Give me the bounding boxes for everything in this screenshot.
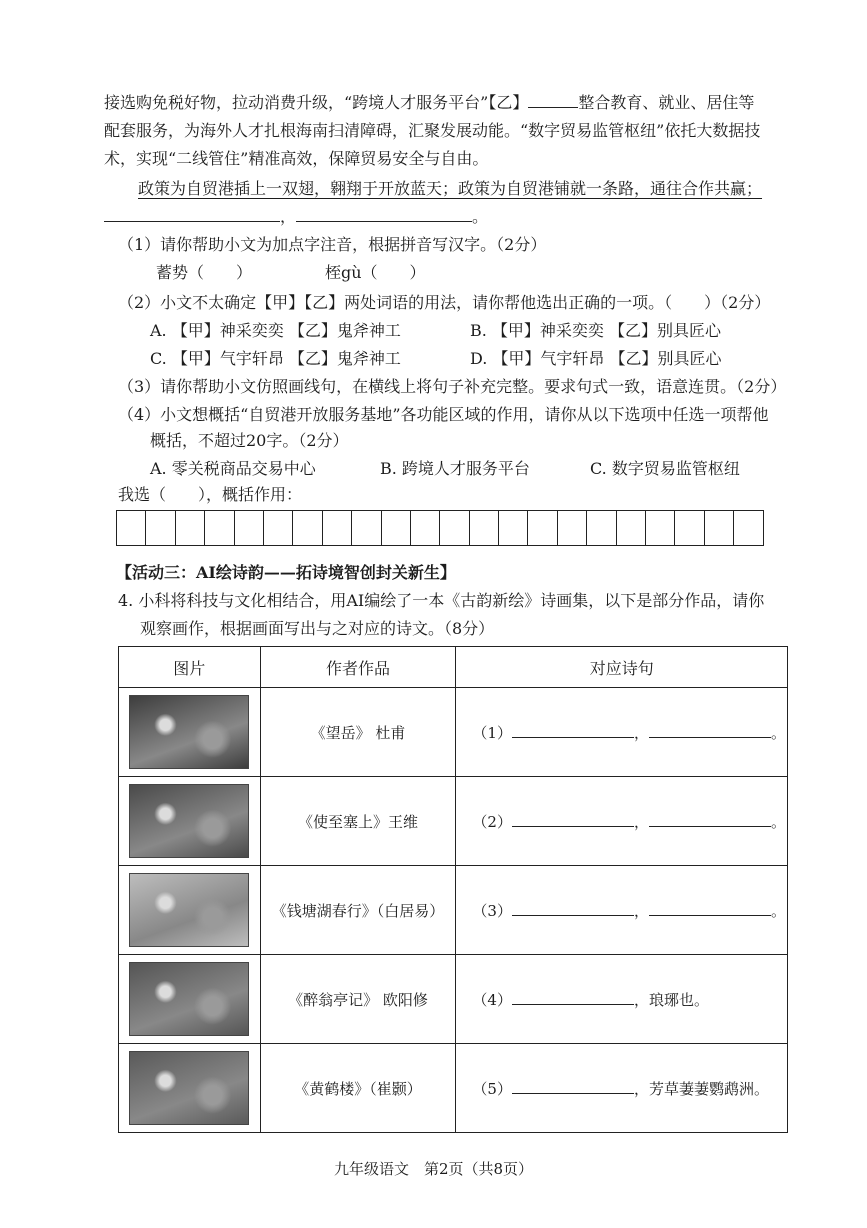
answer-box[interactable]: [175, 510, 205, 546]
picture-cell: [119, 688, 261, 777]
answer-box[interactable]: [322, 510, 352, 546]
fill-sentence-line: ， 。: [104, 206, 488, 228]
line-ending: 。: [770, 812, 786, 831]
question-4-main-line-1: 4. 小科将科技与文化相结合，用AI编绘了一本《古韵新绘》诗画集，以下是部分作品，请你: [118, 591, 765, 610]
page-footer: 九年级语文 第2页（共8页）: [333, 1160, 534, 1178]
picture-cell: [119, 955, 261, 1044]
answer-blank[interactable]: [512, 1093, 634, 1094]
answer-cell[interactable]: [456, 1044, 788, 1133]
work-cell: 《醉翁亭记》 欧阳修: [260, 955, 456, 1044]
answer-box[interactable]: [557, 510, 587, 546]
question-3: （3）请你帮助小文仿照画线句，在横线上将句子补充完整。要求句式一致，语意连贯。（2分）: [118, 377, 787, 396]
table-row: [119, 955, 788, 1044]
answer-blank[interactable]: [649, 826, 771, 827]
question-4-main-line-2: 观察画作，根据画面写出与之对应的诗文。（8分）: [140, 619, 495, 638]
answer-box[interactable]: [381, 510, 411, 546]
answer-cell[interactable]: [456, 866, 788, 955]
answer-grid[interactable]: [117, 510, 764, 546]
question-1: （1）请你帮助小文为加点字注音，根据拼音写汉字。（2分）: [118, 235, 547, 254]
painting-image: [129, 695, 249, 769]
q1-item-a[interactable]: 蓄势（ ）: [156, 263, 253, 282]
answer-blank[interactable]: [512, 826, 634, 827]
answer-box[interactable]: [527, 510, 557, 546]
answer-cell[interactable]: [456, 688, 788, 777]
row-number: （5）: [472, 1079, 512, 1098]
question-2: （2）小文不太确定【甲】【乙】两处词语的用法，请你帮他选出正确的一项。（ ）（2分）: [118, 293, 771, 312]
blank-yi[interactable]: [528, 107, 578, 108]
header-lines: 对应诗句: [456, 647, 788, 688]
intro-line-2: 配套服务，为海外人才扎根海南扫清障碍，汇聚发展动能。“数字贸易监管枢纽”依托大数据技: [104, 121, 761, 140]
answer-box[interactable]: [234, 510, 264, 546]
painting-image: [129, 1051, 249, 1125]
picture-cell: [119, 866, 261, 955]
poem-table: [118, 646, 788, 1133]
work-cell: 《钱塘湖春行》（白居易）: [260, 866, 456, 955]
painting-image: [129, 873, 249, 947]
q4-choose-label: 我选（ ），概括作用：: [118, 485, 303, 504]
fill-blank-2[interactable]: [296, 221, 472, 222]
answer-box[interactable]: [616, 510, 646, 546]
question-4-line-1: （4）小文想概括“自贸港开放服务基地”各功能区域的作用，请你从以下选项中任选一项帮他: [118, 405, 769, 424]
comma: ，: [633, 723, 649, 742]
answer-blank[interactable]: [512, 737, 634, 738]
activity-3-title: 【活动三：AI绘诗韵——拓诗境智创封关新生】: [116, 563, 456, 582]
table-row: [119, 777, 788, 866]
comma: ，: [633, 812, 649, 831]
picture-cell: [119, 777, 261, 866]
answer-cell[interactable]: [456, 777, 788, 866]
line-ending: ，琅琊也。: [633, 990, 709, 1009]
table-row: [119, 1044, 788, 1133]
q4-option-c[interactable]: C. 数字贸易监管枢纽: [590, 459, 740, 478]
underlined-sentence: 政策为自贸港插上一双翅，翱翔于开放蓝天；政策为自贸港铺就一条路，通往合作共赢；: [138, 179, 763, 198]
line-ending: ，芳草萋萋鹦鹉洲。: [633, 1079, 769, 1098]
answer-blank[interactable]: [649, 915, 771, 916]
answer-blank[interactable]: [649, 737, 771, 738]
row-number: （2）: [472, 812, 512, 831]
q2-option-a[interactable]: A. 【甲】神采奕奕 【乙】鬼斧神工: [150, 321, 401, 340]
work-cell: 《黄鹤楼》（崔颢）: [260, 1044, 456, 1133]
answer-blank[interactable]: [512, 1004, 634, 1005]
picture-cell: [119, 1044, 261, 1133]
table-row: [119, 866, 788, 955]
fill-blank-1[interactable]: [104, 221, 280, 222]
header-work: 作者作品: [260, 647, 456, 688]
answer-box[interactable]: [439, 510, 469, 546]
header-picture: 图片: [119, 647, 261, 688]
answer-box[interactable]: [586, 510, 616, 546]
q2-option-b[interactable]: B. 【甲】神采奕奕 【乙】别具匠心: [470, 321, 722, 340]
intro-line-3: 术，实现“二线管住”精准高效，保障贸易安全与自由。: [104, 149, 489, 168]
answer-box[interactable]: [145, 510, 175, 546]
table-row: [119, 688, 788, 777]
painting-image: [129, 784, 249, 858]
answer-box[interactable]: [469, 510, 499, 546]
q1-item-b[interactable]: 桎gù（ ）: [325, 263, 426, 282]
painting-image: [129, 962, 249, 1036]
answer-box[interactable]: [263, 510, 293, 546]
answer-box[interactable]: [645, 510, 675, 546]
answer-box[interactable]: [674, 510, 704, 546]
work-cell: 《望岳》 杜甫: [260, 688, 456, 777]
comma: ，: [633, 901, 649, 920]
table-header-row: [119, 647, 788, 688]
answer-box[interactable]: [498, 510, 528, 546]
line-ending: 。: [770, 901, 786, 920]
answer-box[interactable]: [733, 510, 763, 546]
intro-line-1: 接选购免税好物，拉动消费升级，“跨境人才服务平台”【乙】 整合教育、就业、居住等: [104, 93, 755, 112]
line-ending: 。: [770, 723, 786, 742]
q2-option-d[interactable]: D. 【甲】气宇轩昂 【乙】别具匠心: [470, 349, 722, 368]
answer-blank[interactable]: [512, 915, 634, 916]
answer-box[interactable]: [351, 510, 381, 546]
answer-box[interactable]: [292, 510, 322, 546]
answer-box[interactable]: [410, 510, 440, 546]
row-number: （1）: [472, 723, 512, 742]
answer-cell[interactable]: [456, 955, 788, 1044]
answer-box[interactable]: [204, 510, 234, 546]
row-number: （3）: [472, 901, 512, 920]
row-number: （4）: [472, 990, 512, 1009]
q2-option-c[interactable]: C. 【甲】气宇轩昂 【乙】鬼斧神工: [150, 349, 401, 368]
q4-option-b[interactable]: B. 跨境人才服务平台: [380, 459, 530, 478]
answer-box[interactable]: [116, 510, 146, 546]
work-cell: 《使至塞上》王维: [260, 777, 456, 866]
question-4-line-2: 概括，不超过20字。（2分）: [150, 431, 349, 450]
q4-option-a[interactable]: A. 零关税商品交易中心: [150, 459, 316, 478]
answer-box[interactable]: [704, 510, 734, 546]
